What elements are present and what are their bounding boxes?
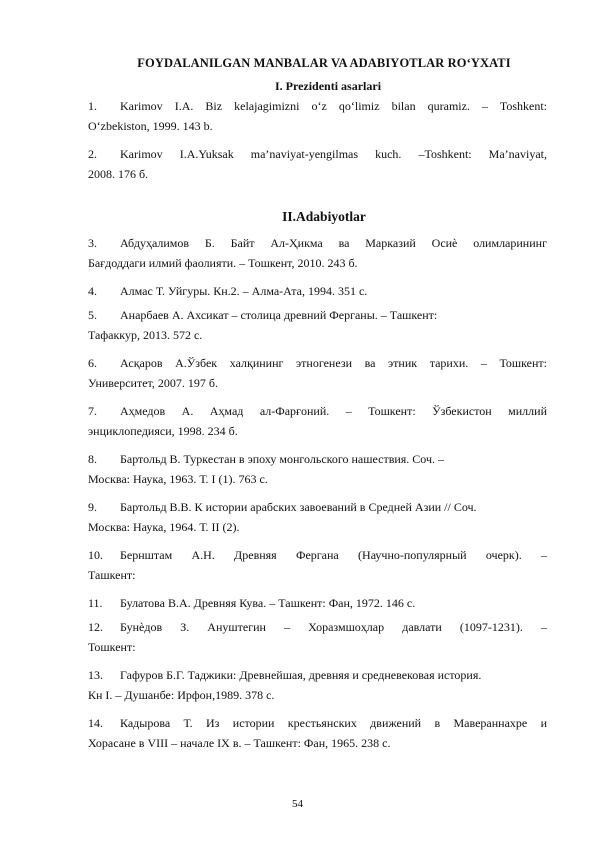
entry-number: 10.	[88, 548, 103, 562]
entry-continuation: энциклопедияси, 1998. 234 б.	[88, 424, 238, 438]
entry-continuation: 2008. 176 б.	[88, 167, 149, 181]
entry-continuation: Тафаккур, 2013. 572 с.	[88, 328, 203, 342]
entry-number: 4.	[88, 284, 97, 298]
entry-text: Бартольд В.В. К истории арабских завоеваний в Средней Азии // Соч.	[120, 500, 477, 514]
bibliography-entry	[88, 305, 547, 345]
entry-text: Булатова В.А. Древняя Кува. – Ташкент: Фан, 1972. 146 с.	[120, 596, 416, 610]
entry-number: 14.	[88, 716, 103, 730]
entry-continuation: Хорасане в VIII – начале IX в. – Ташкент: Фан, 1965. 238 с.	[88, 736, 391, 750]
entry-number: 8.	[88, 452, 97, 466]
page-title: FOYDALANILGAN MANBALAR VA ADABIYOTLAR RO‘YXATI	[137, 56, 511, 70]
entry-text: Бернштам А.Н. Древняя Фергана (Научно-популярный очерк). –	[120, 548, 547, 562]
entry-number: 13.	[88, 668, 103, 682]
entry-number: 7.	[88, 404, 97, 418]
entry-number: 11.	[88, 596, 103, 610]
entry-continuation: Москва: Наука, 1964. Т. II (2).	[88, 520, 240, 534]
entry-number: 2.	[88, 147, 97, 161]
bibliography-entry	[88, 96, 547, 136]
bibliography-entry	[88, 353, 547, 393]
entry-number: 5.	[88, 308, 97, 322]
entry-number: 3.	[88, 236, 97, 250]
entry-text: Кадырова Т. Из истории крестьянских движений в Мавераннахре и	[120, 716, 547, 730]
entry-continuation: Москва: Наука, 1963. Т. I (1). 763 с.	[88, 472, 268, 486]
entry-continuation: Университет, 2007. 197 б.	[88, 376, 218, 390]
entry-number: 9.	[88, 500, 97, 514]
bibliography-entry	[88, 401, 547, 441]
entry-text: Асқаров А.Ўзбек халқининг этногенези ва этник тарихи. – Тошкент:	[120, 356, 547, 370]
page-number: 54	[292, 798, 303, 810]
entry-number: 1.	[88, 99, 97, 113]
entry-text: Karimov I.A. Biz kelajagimizni o‘z qo‘limiz bilan quramiz. – Toshkent:	[120, 99, 547, 113]
entry-continuation: O‘zbekiston, 1999. 143 b.	[88, 119, 213, 133]
entry-continuation: Ташкент:	[88, 568, 136, 582]
entry-text: Алмас Т. Уйгуры. Кн.2. – Алма-Ата, 1994. 351 с.	[120, 284, 368, 298]
entry-text: Аҳмедов А. Аҳмад ал-Фарғоний. – Тошкент: Ўзбекистон миллий	[120, 404, 547, 418]
entry-continuation: Бағдоддаги илмий фаолияти. – Тошкент, 2010. 243 б.	[88, 256, 358, 270]
bibliography-entry	[88, 233, 547, 273]
entry-number: 6.	[88, 356, 97, 370]
entry-text: Бунѐдов З. Ануштегин – Хоразмшоҳлар давлати (1097-1231). –	[120, 620, 547, 634]
entry-continuation: Тошкент:	[88, 640, 136, 654]
entry-text: Абдуҳалимов Б. Байт Ал-Ҳикма ва Марказий Осиѐ олимларининг	[120, 236, 547, 250]
section-heading-literature: II.Adabiyotlar	[282, 209, 366, 224]
bibliography-entry	[88, 593, 547, 613]
bibliography-entry	[88, 497, 547, 537]
section-heading-presidential-works: I. Prezidenti asarlari	[274, 79, 382, 93]
bibliography-entry	[88, 144, 547, 184]
bibliography-entry	[88, 713, 547, 753]
entry-continuation: Кн I. – Душанбе: Ирфон,1989. 378 с.	[88, 688, 275, 702]
bibliography-entry	[88, 545, 547, 585]
entry-text: Анарбаев А. Ахсикат – столица древний Ферганы. – Ташкент:	[120, 308, 438, 322]
entry-text: Гафуров Б.Г. Таджики: Древнейшая, древняя и средневековая история.	[120, 668, 482, 682]
entry-number: 12.	[88, 620, 103, 634]
bibliography-entry	[88, 449, 547, 489]
bibliography-entry	[88, 281, 547, 301]
bibliography-entry	[88, 665, 547, 705]
entry-text: Бартольд В. Туркестан в эпоху монгольского нашествия. Соч. –	[120, 452, 445, 466]
bibliography-entry	[88, 617, 547, 657]
entry-text: Karimov I.A.Yuksak ma’naviyat-yengilmas kuch. –Toshkent: Ma’naviyat,	[120, 147, 547, 161]
